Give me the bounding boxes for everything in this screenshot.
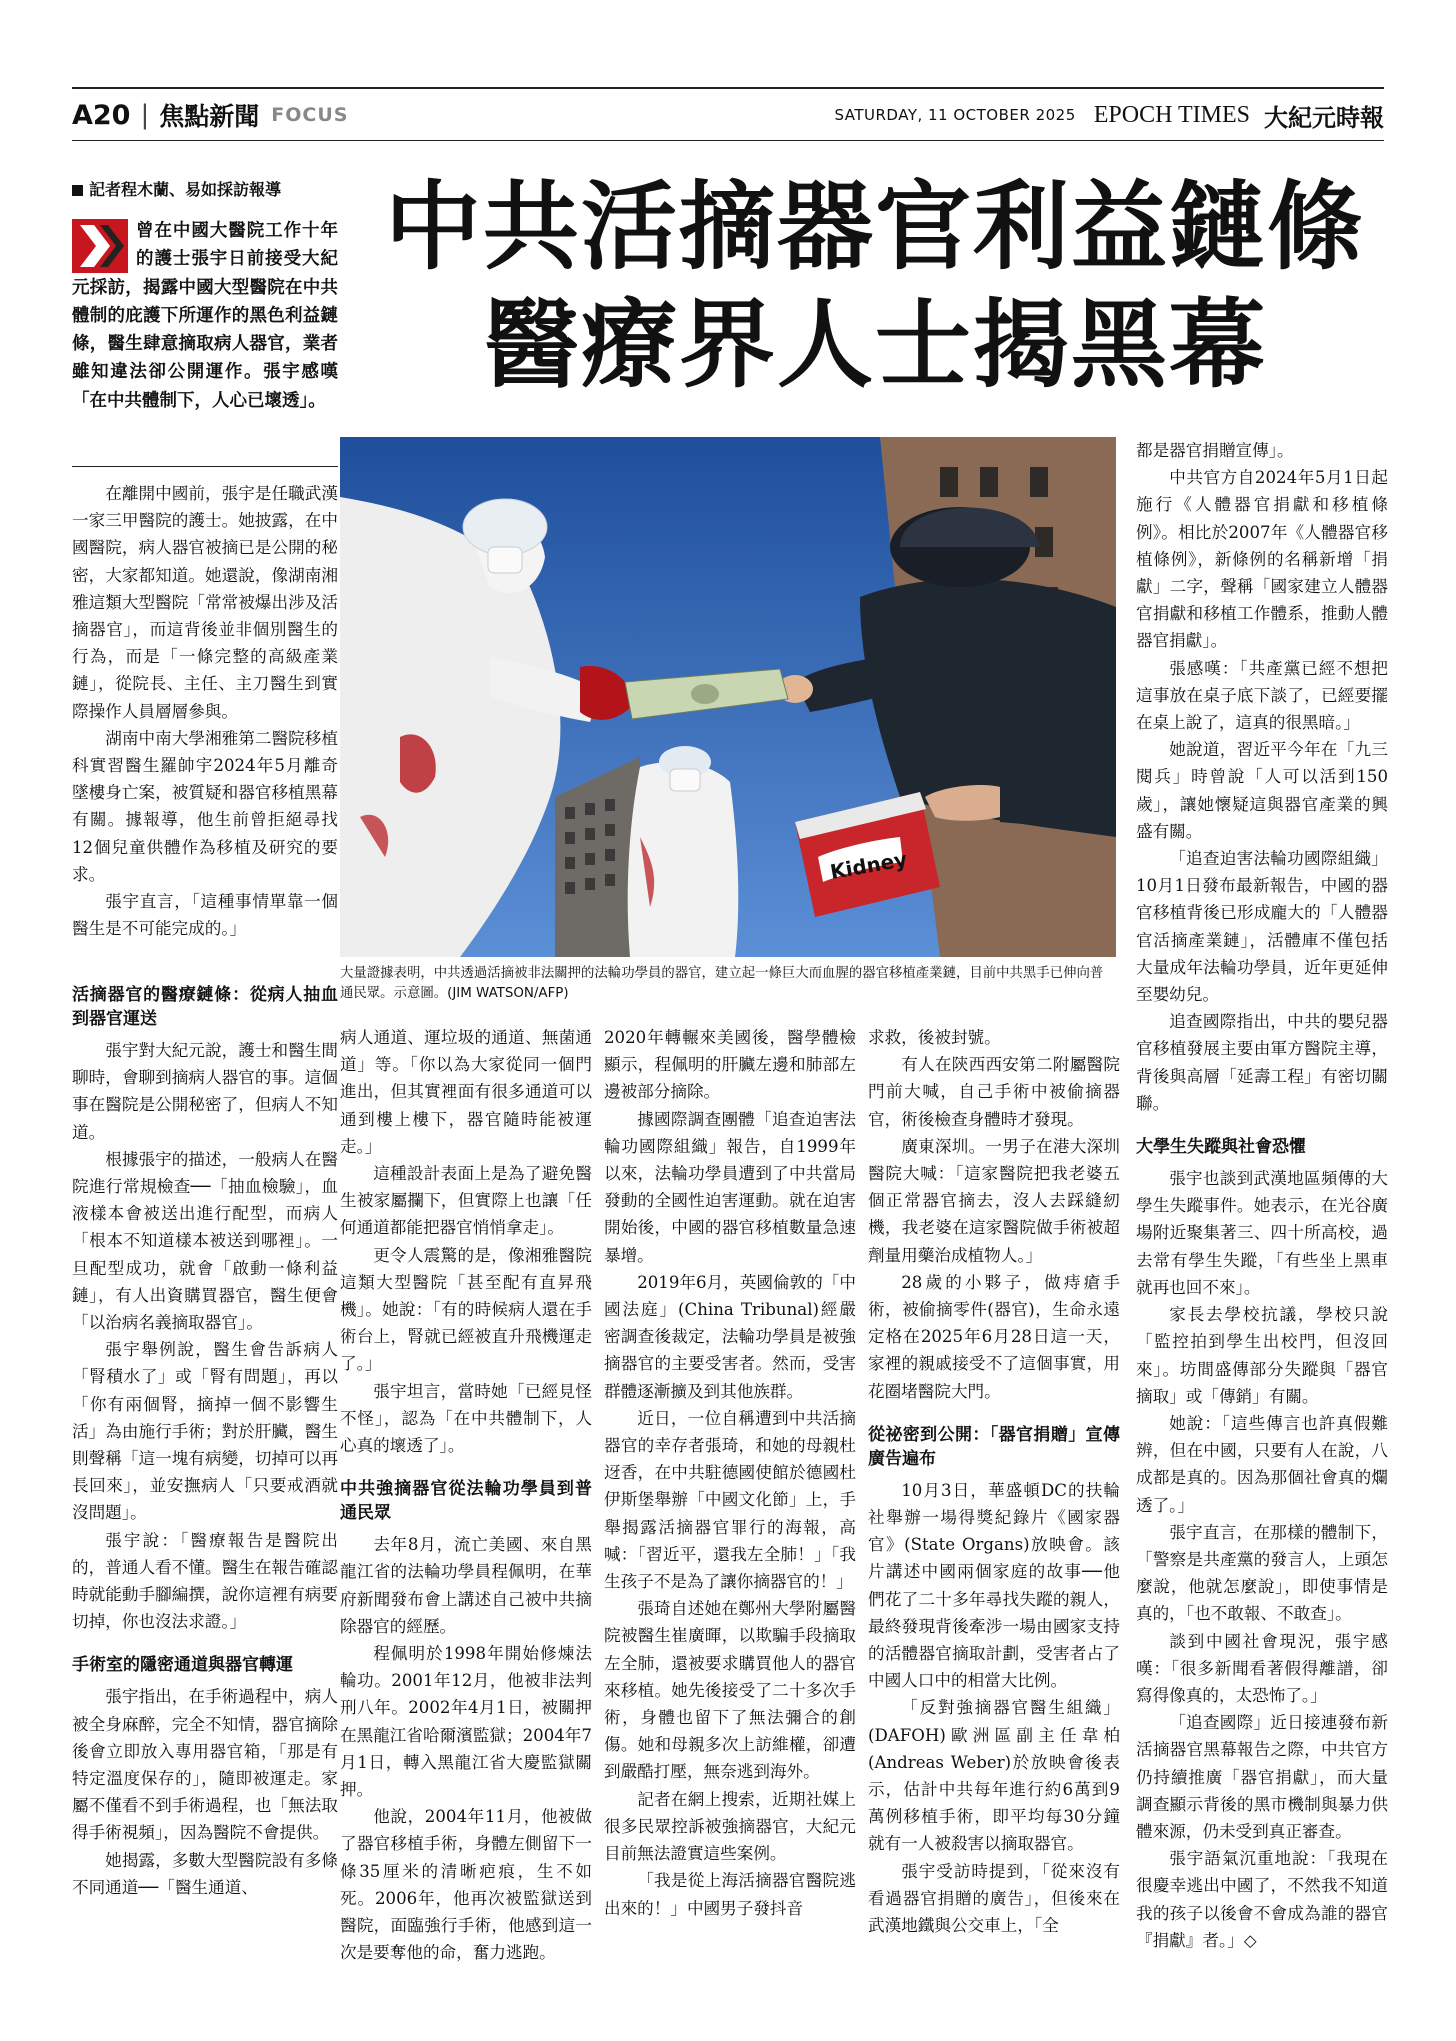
brand-zh: 大紀元時報 xyxy=(1264,102,1384,132)
body-paragraph: 根據張宇的描述，一般病人在醫院進行常規檢查──「抽血檢驗」，血液樣本會被送出進行配型，而病人「根本不知道樣本被送到哪裡」。一旦配型成功，就會「啟動一條利益鏈」，有人出資購買器官，醫生便會「以治病名義摘取器官」。 xyxy=(72,1149,338,1333)
body-paragraph: 據國際調查團體「追查迫害法輪功國際組織」報告，自1999年以來，法輪功學員遭到了中共當局發動的全國性迫害運動。就在迫害開始後，中國的器官移植數量急速暴增。 xyxy=(604,1109,856,1265)
page-number: A20 xyxy=(72,99,131,131)
body-paragraph: 追查國際指出，中共的嬰兒器官移植發展主要由軍方醫院主導，背後與高層「延壽工程」有密切關聯。 xyxy=(1136,1012,1388,1113)
body-paragraph: 談到中國社會現況，張宇感嘆：「很多新聞看著假得離譜，卻寫得像真的，太恐怖了。」 xyxy=(1136,1631,1388,1705)
body-paragraph: 她說道，習近平今年在「九三閱兵」時曾說「人可以活到150歲」，讓她懷疑這與器官產業的興盛有關。 xyxy=(1136,740,1388,841)
section-name: 焦點新聞 xyxy=(159,102,260,131)
headline-line-1: 中共活摘器官利益鏈條 xyxy=(385,170,1365,283)
body-paragraph: 在離開中國前，張宇是任職武漢一家三甲醫院的護士。她披露，在中國醫院，病人器官被摘已是公開的秘密，大家都知道。她還說，像湖南湘雅這類大型醫院「常常被爆出涉及活摘器官」，而這背後並非個別醫生的行為，而是「一條完整的高級產業鏈」，從院長、主任、主刀醫生到實際操作人員層層參與。 xyxy=(72,484,338,721)
subheading: 活摘器官的醫療鏈條：從病人抽血到器官運送 xyxy=(72,985,338,1029)
body-paragraph: 張宇直言，在那樣的體制下，「警察是共產黨的發言人，上頭怎麼說，他就怎麼說」，即使事情是真的，「也不敢報、不敢查」。 xyxy=(1136,1522,1388,1624)
body-paragraph: 「追查迫害法輪功國際組織」10月1日發布最新報告，中國的器官移植背後已形成龐大的「人體器官活摘產業鏈」，活體庫不僅包括大量成年法輪功學員，近年更延伸至嬰幼兒。 xyxy=(1136,849,1388,1005)
body-paragraph: 10月3日，華盛頓DC的扶輪社舉辦一場得獎紀錄片《國家器官》(State Organs)放映會。該片講述中國兩個家庭的故事──他們花了二十多年尋找失蹤的親人，最終發現背後牽涉一場由國家支持的活體器官摘取計劃，受害者占了中國人口中的相當大比例。 xyxy=(868,1480,1120,1691)
body-paragraph: 近日，一位自稱遭到中共活摘器官的幸存者張琦，和她的母親杜迓香，在中共駐德國使館於德國杜伊斯堡舉辦「中國文化節」上，手舉揭露活摘器官罪行的海報，高喊：「習近平，還我左全肺！」「我生孩子不是為了讓你摘器官的！」 xyxy=(604,1408,856,1592)
body-paragraph: 去年8月，流亡美國、來自黑龍江省的法輪功學員程佩明，在華府新聞發布會上講述自己被中共摘除器官的經歷。 xyxy=(340,1535,592,1636)
body-paragraph: 「追查國際」近日接連發布新活摘器官黑幕報告之際，中共官方仍持續推廣「器官捐獻」，而大量調查顯示背後的黑市機制與暴力供體來源，仍未受到真正審查。 xyxy=(1136,1713,1388,1841)
brand-en: EPOCH TIMES xyxy=(1093,101,1250,128)
body-paragraph: 求救，後被封號。 xyxy=(868,1028,1001,1047)
byline-square-icon xyxy=(72,185,83,196)
subheading: 手術室的隱密通道與器官轉運 xyxy=(72,1655,293,1676)
column-4 xyxy=(868,1024,1120,1939)
lead-rule xyxy=(72,466,338,467)
masthead-separator: | xyxy=(140,100,150,130)
issue-date: SATURDAY, 11 OCTOBER 2025 xyxy=(834,106,1076,124)
body-paragraph: 張宇也談到武漢地區頻傳的大學生失蹤事件。她表示，在光谷廣場附近聚集著三、四十所高校，過去常有學生失蹤，「有些坐上黑車就再也回不來」。 xyxy=(1136,1169,1388,1297)
photo-caption: 大量證據表明，中共透過活摘被非法關押的法輪功學員的器官，建立起一條巨大而血腥的器官移植產業鏈，目前中共黑手已伸向普通民眾。示意圖。(JIM WATSON/AFP) xyxy=(340,966,1104,1001)
lead-text: 曾在中國大醫院工作十年的護士張宇日前接受大紀元採訪，揭露中國大型醫院在中共體制的庇護下所運作的黑色利益鏈條，醫生肆意摘取病人器官，業者雖知違法卻公開運作。張宇感嘆「在中共體制下，人心已壞透」。 xyxy=(72,221,338,411)
body-paragraph: 2019年6月，英國倫敦的「中國法庭」(China Tribunal)經嚴密調查後裁定，法輪功學員是被強摘器官的主要受害者。然而，受害群體逐漸擴及到其他族群。 xyxy=(604,1272,856,1401)
body-paragraph: 張宇受訪時提到，「從來沒有看過器官捐贈的廣告」，但後來在武漢地鐵與公交車上，「全 xyxy=(868,1861,1120,1936)
body-paragraph: 更令人震驚的是，像湘雅醫院這類大型醫院「甚至配有直昇飛機」。她說：「有的時候病人還在手術台上，腎就已經被直升飛機運走了。」 xyxy=(340,1245,592,1374)
body-paragraph: 「我是從上海活摘器官醫院逃出來的！」中國男子發抖音 xyxy=(604,1871,856,1918)
protest-illustration xyxy=(340,437,1116,957)
column-3 xyxy=(604,1024,856,1922)
body-paragraph: 他說，2004年11月，他被做了器官移植手術，身體左側留下一條35厘米的清晰疤痕，生不如死。2006年，他再次被監獄送到醫院，面臨強行手術，他感到這一次是要奪他的命，奮力逃跑。 xyxy=(340,1807,592,1963)
body-paragraph: 張宇舉例說，醫生會告訴病人「腎積水了」或「腎有問題」，再以「你有兩個腎，摘掉一個不影響生活」為由施行手術；對於肝臟，醫生則聲稱「這一塊有病變，切掉可以再長回來」，並安撫病人「只要戒酒就沒問題」。 xyxy=(72,1340,338,1523)
subheading: 中共強摘器官從法輪功學員到普通民眾 xyxy=(340,1479,592,1524)
body-paragraph: 廣東深圳。一男子在港大深圳醫院大喊：「這家醫院把我老婆五個正常器官摘去，沒人去踩縫紉機，我老婆在這家醫院做手術被超劑量用藥治成植物人。」 xyxy=(868,1136,1120,1265)
masthead-rule xyxy=(72,140,1384,141)
subheading: 大學生失蹤與社會恐懼 xyxy=(1136,1137,1306,1158)
body-paragraph: 程佩明於1998年開始修煉法輪功。2001年12月，他被非法判刑八年。2002年4月1日，被關押在黑龍江省哈爾濱監獄；2004年7月1日，轉入黑龍江省大慶監獄關押。 xyxy=(340,1644,592,1800)
body-paragraph: 張宇坦言，當時她「已經見怪不怪」，認為「在中共體制下，人心真的壞透了」。 xyxy=(340,1381,592,1456)
section-name-en: FOCUS xyxy=(271,104,349,126)
body-paragraph: 有人在陝西西安第二附屬醫院門前大喊，自己手術中被偷摘器官，術後檢查身體時才發現。 xyxy=(868,1055,1120,1129)
body-paragraph: 張宇指出，在手術過程中，病人被全身麻醉，完全不知情，器官摘除後會立即放入專用器官箱，「那是有特定溫度保存的」，隨即被運走。家屬不僅看不到手術過程，也「無法取得手術視頻」，因為醫院不會提供。 xyxy=(72,1687,338,1843)
byline xyxy=(72,177,338,200)
body-paragraph: 張宇直言，「這種事情單靠一個醫生是不可能完成的。」 xyxy=(72,892,338,939)
body-paragraph: 她說：「這些傳言也許真假難辨，但在中國，只要有人在說，八成都是真的。因為那個社會真的爛透了。」 xyxy=(1136,1413,1388,1515)
column-2 xyxy=(340,1024,592,1967)
body-paragraph: 張宇說：「醫療報告是醫院出的，普通人看不懂。醫生在報告確認時就能動手腳編撰，說你這裡有病要切掉，你也沒法求證。」 xyxy=(72,1530,338,1632)
top-rule xyxy=(72,87,1384,89)
subheading: 從祕密到公開：「器官捐贈」宣傳廣告遍布 xyxy=(868,1424,1120,1469)
surgeon-center xyxy=(628,746,739,957)
byline-text: 記者程木蘭、易如採訪報導 xyxy=(89,180,282,199)
kidney-box-label: Kidney xyxy=(828,846,909,885)
main-photo xyxy=(340,437,1116,957)
body-paragraph: 記者在網上搜索，近期社媒上很多民眾控訴被強摘器官，大紀元目前無法證實這些案例。 xyxy=(604,1789,856,1864)
body-paragraph: 都是器官捐贈宣傳」。 xyxy=(1136,441,1294,460)
body-paragraph: 湖南中南大學湘雅第二醫院移植科實習醫生羅帥宇2024年5月離奇墜樓身亡案，被質疑和器官移植黑幕有關。據報導，他生前曾拒絕尋找12個兒童供體作為移植及研究的要求。 xyxy=(72,728,338,884)
body-paragraph: 張宇語氣沉重地說：「我現在很慶幸逃出中國了，不然我不知道我的孩子以後會不會成為誰的器官『捐獻』者。」◇ xyxy=(1136,1849,1388,1950)
body-paragraph: 張琦自述她在鄭州大學附屬醫院被醫生崔廣暉，以欺騙手段摘取左全肺，還被要求購買他人的器官來移植。她先後接受了二十多次手術，身體也留下了無法彌合的創傷。她和母親多次上訪維權，卻遭到嚴酷打壓，無奈逃到海外。 xyxy=(604,1599,856,1782)
column-1-top xyxy=(72,480,338,942)
lead-paragraph xyxy=(72,217,338,415)
body-paragraph: 2020年轉輾來美國後，醫學體檢顯示，程佩明的肝臟左邊和肺部左邊被部分摘除。 xyxy=(604,1028,856,1102)
body-paragraph: 中共官方自2024年5月1日起施行《人體器官捐獻和移植條例》。相比於2007年《人體器官移植條例》，新條例的名稱新增「捐獻」二字，聲稱「國家建立人體器官捐獻和移植工作體系，推動人體器官捐獻」。 xyxy=(1136,468,1388,651)
masthead xyxy=(72,96,1384,134)
body-paragraph: 病人通道、運垃圾的通道、無菌通道」等。「你以為大家從同一個門進出，但其實裡面有很多通道可以通到樓上樓下，器官隨時能被運走。」 xyxy=(340,1028,592,1156)
body-paragraph: 這種設計表面上是為了避免醫生被家屬攔下，但實際上也讓「任何通道都能把器官悄悄拿走」。 xyxy=(340,1164,592,1238)
body-paragraph: 張宇對大紀元說，護士和醫生間聊時，會聊到摘病人器官的事。這個事在醫院是公開秘密了，但病人不知道。 xyxy=(72,1041,338,1142)
body-paragraph: 張感嘆：「共產黨已經不想把這事放在桌子底下談了，已經要擺在桌上說了，這真的很黑暗。」 xyxy=(1136,658,1388,733)
column-5 xyxy=(1136,437,1388,1954)
column-1-bottom xyxy=(72,965,338,1901)
body-paragraph: 「反對強摘器官醫生組織」(DAFOH)歐洲區副主任韋柏(Andreas Weber)於放映會後表示，估計中共每年進行約6萬到9萬例移植手術，即平均每30分鐘就有一人被殺害以摘取器官。 xyxy=(868,1698,1120,1854)
red-chevron-icon xyxy=(72,219,128,273)
headline-line-2: 醫療界人士揭黑幕 xyxy=(483,288,1267,401)
body-paragraph: 她揭露，多數大型醫院設有多條不同通道──「醫生通道、 xyxy=(72,1850,338,1897)
body-paragraph: 家長去學校抗議，學校只說「監控拍到學生出校門，但沒回來」。坊間盛傳部分失蹤與「器官摘取」或「傳銷」有關。 xyxy=(1136,1305,1388,1406)
body-paragraph: 28歲的小夥子，做痔瘡手術，被偷摘零件(器官)，生命永遠定格在2025年6月28日這一天，家裡的親戚接受不了這個事實，用花圈堵醫院大門。 xyxy=(868,1272,1120,1401)
